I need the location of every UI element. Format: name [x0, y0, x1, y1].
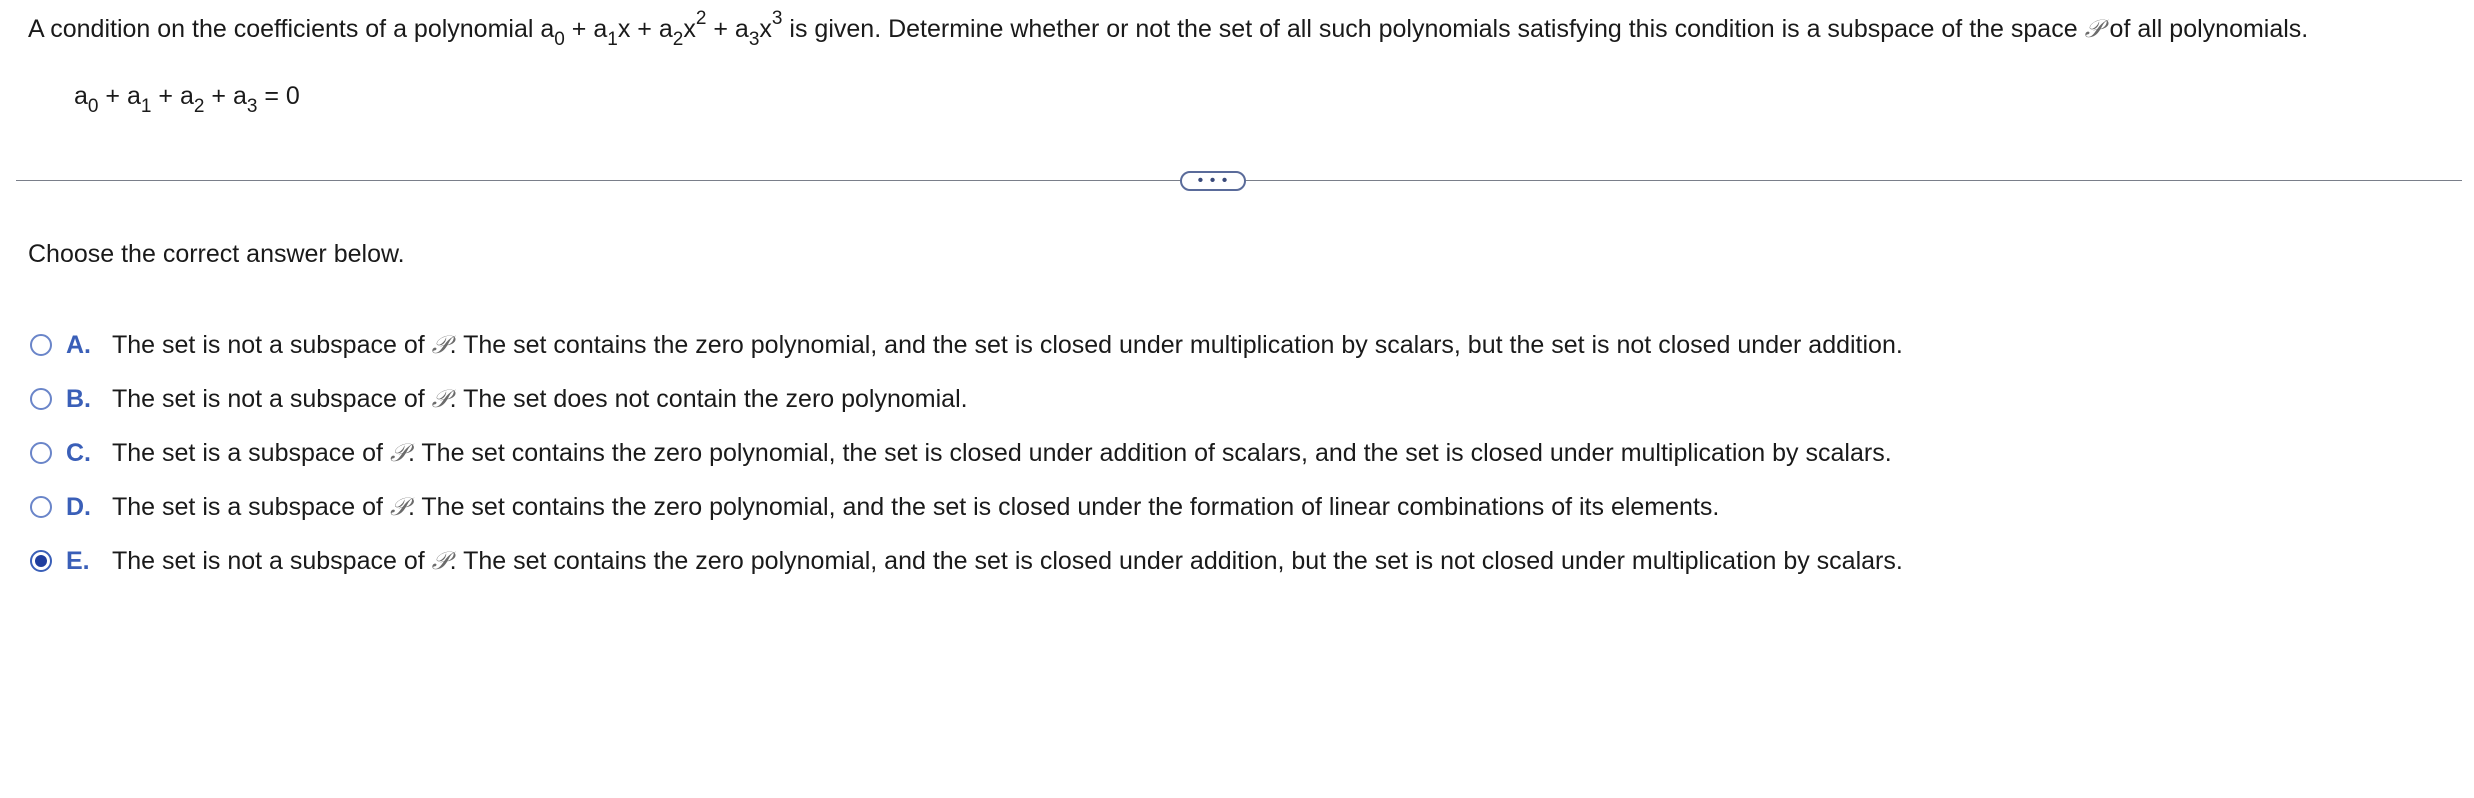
option-c[interactable] [30, 426, 1903, 480]
option-text-post: . The set contains the zero polynomial, the set is closed under addition of scalars, and the set is closed under multiplication by scalars. [407, 438, 1892, 467]
option-letter: D. [66, 492, 91, 521]
condition-equals: = 0 [264, 82, 300, 110]
radio-option-b[interactable] [30, 388, 52, 410]
option-text-post: . The set does not contain the zero polynomial. [449, 384, 968, 413]
option-text-pre: The set is not a subspace of [112, 384, 425, 413]
option-letter: E. [66, 546, 90, 575]
radio-option-e[interactable] [30, 550, 52, 572]
option-text-post: . The set contains the zero polynomial, and the set is closed under multiplication by scalars, but the set is not closed under addition. [449, 330, 1903, 359]
coefficient-condition: $a_0 + a_1 + a_2 + a_3 = 0$ [74, 82, 300, 117]
expand-more-button[interactable]: • • • [1180, 171, 1246, 191]
polynomial-space-symbol: 𝒫 [431, 330, 450, 359]
option-b[interactable] [30, 372, 1903, 426]
option-text-pre: The set is not a subspace of [112, 330, 425, 359]
question-end: of all polynomials. [2109, 15, 2309, 43]
radio-option-c[interactable] [30, 442, 52, 464]
answer-options [30, 318, 1903, 588]
answer-prompt: Choose the correct answer below. [28, 240, 405, 268]
polynomial-space-symbol: 𝒫 [389, 438, 408, 467]
polynomial-space-symbol: 𝒫 [2084, 14, 2103, 43]
option-text-post: . The set contains the zero polynomial, and the set is closed under addition, but the set is not closed under multiplication by scalars. [449, 546, 1903, 575]
radio-selected-dot [35, 555, 47, 567]
option-letter: B. [66, 384, 91, 413]
polynomial-space-symbol: 𝒫 [431, 546, 450, 575]
polynomial-space-symbol: 𝒫 [389, 492, 408, 521]
option-text-post: . The set contains the zero polynomial, and the set is closed under the formation of linear combinations of its elements. [407, 492, 1720, 521]
polynomial-expression: $a_0 + a_1x + a_2x^2 + a_3x^3$ [540, 8, 783, 50]
option-d[interactable] [30, 480, 1903, 534]
option-text-pre: The set is not a subspace of [112, 546, 425, 575]
option-letter: C. [66, 438, 91, 467]
option-text-pre: The set is a subspace of [112, 438, 383, 467]
option-a[interactable] [30, 318, 1903, 372]
option-e[interactable] [30, 534, 1903, 588]
radio-option-d[interactable] [30, 496, 52, 518]
question-text [28, 8, 2309, 50]
radio-option-a[interactable] [30, 334, 52, 356]
option-letter: A. [66, 330, 91, 359]
question-middle: is given. Determine whether or not the set of all such polynomials satisfying this condition is a subspace of the space [789, 15, 2078, 43]
option-text-pre: The set is a subspace of [112, 492, 383, 521]
question-intro: A condition on the coefficients of a polynomial [28, 15, 534, 43]
polynomial-space-symbol: 𝒫 [431, 384, 450, 413]
